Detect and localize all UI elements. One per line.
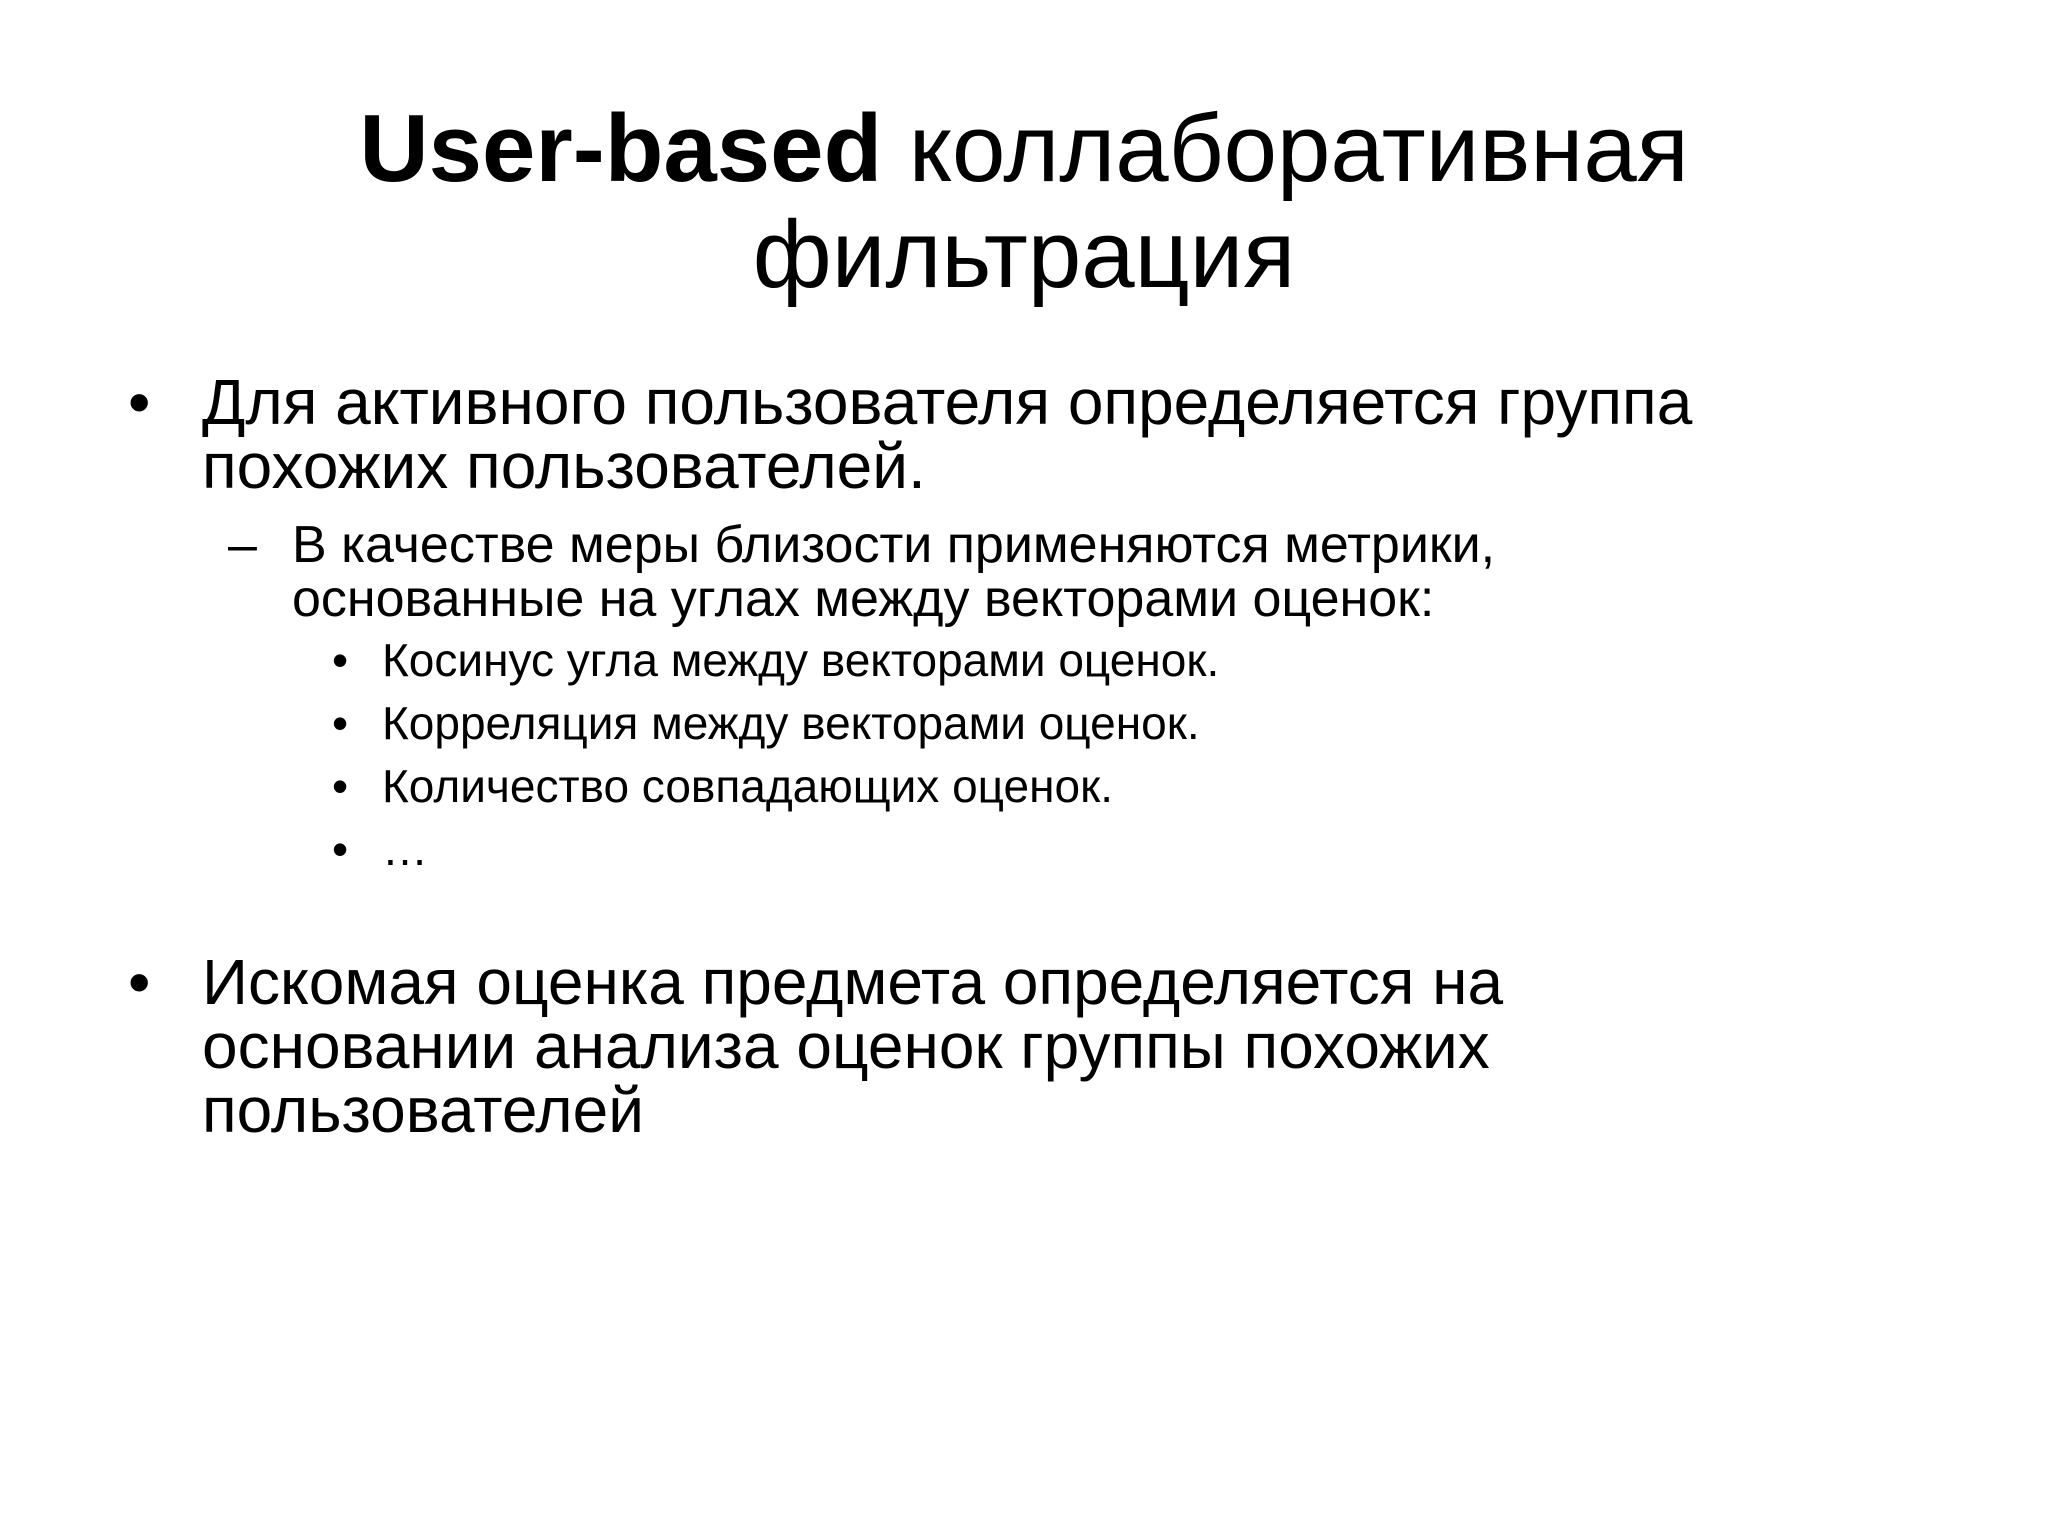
bullet-2-line-1: Искомая оценка предмета определяется на <box>202 946 1504 1018</box>
list-item-text: … <box>382 823 428 875</box>
dash-marker: – <box>228 516 257 574</box>
title-regular-part: коллаборативная <box>882 95 1689 202</box>
list-item <box>332 760 1113 812</box>
bullet-item-2 <box>128 946 1504 1146</box>
list-item <box>332 634 1220 686</box>
title-line-2: фильтрация <box>752 201 1296 308</box>
list-item-text: Корреляция между векторами оценок. <box>382 697 1200 749</box>
bullet-marker: • <box>128 946 151 1018</box>
list-item-text: Количество совпадающих оценок. <box>382 760 1113 812</box>
list-item-text: Косинус угла между векторами оценок. <box>382 634 1220 686</box>
bullet-item-1 <box>128 366 1693 502</box>
sub-bullet-line-1: В качестве меры близости применяются метрики, <box>292 516 1496 574</box>
bullet-marker: • <box>332 697 349 749</box>
bullet-marker: • <box>128 366 151 438</box>
bullet-2-line-3: пользователей <box>202 1074 644 1146</box>
bullet-2-line-2: основании анализа оценок группы похожих <box>202 1010 1490 1082</box>
sub-bullet-item <box>228 516 1496 628</box>
sub-bullet-line-2: основанные на углах между векторами оценок: <box>292 570 1435 628</box>
slide-title <box>0 96 2048 308</box>
bullet-1-line-1: Для активного пользователя определяется группа <box>202 366 1693 438</box>
title-line-1 <box>0 96 2048 202</box>
list-item <box>332 697 1200 749</box>
bullet-marker: • <box>332 760 349 812</box>
bullet-1-line-2: похожих пользователей. <box>202 430 926 502</box>
list-item <box>332 823 428 875</box>
title-bold-part: User-based <box>359 95 883 202</box>
bullet-marker: • <box>332 823 349 875</box>
bullet-marker: • <box>332 634 349 686</box>
